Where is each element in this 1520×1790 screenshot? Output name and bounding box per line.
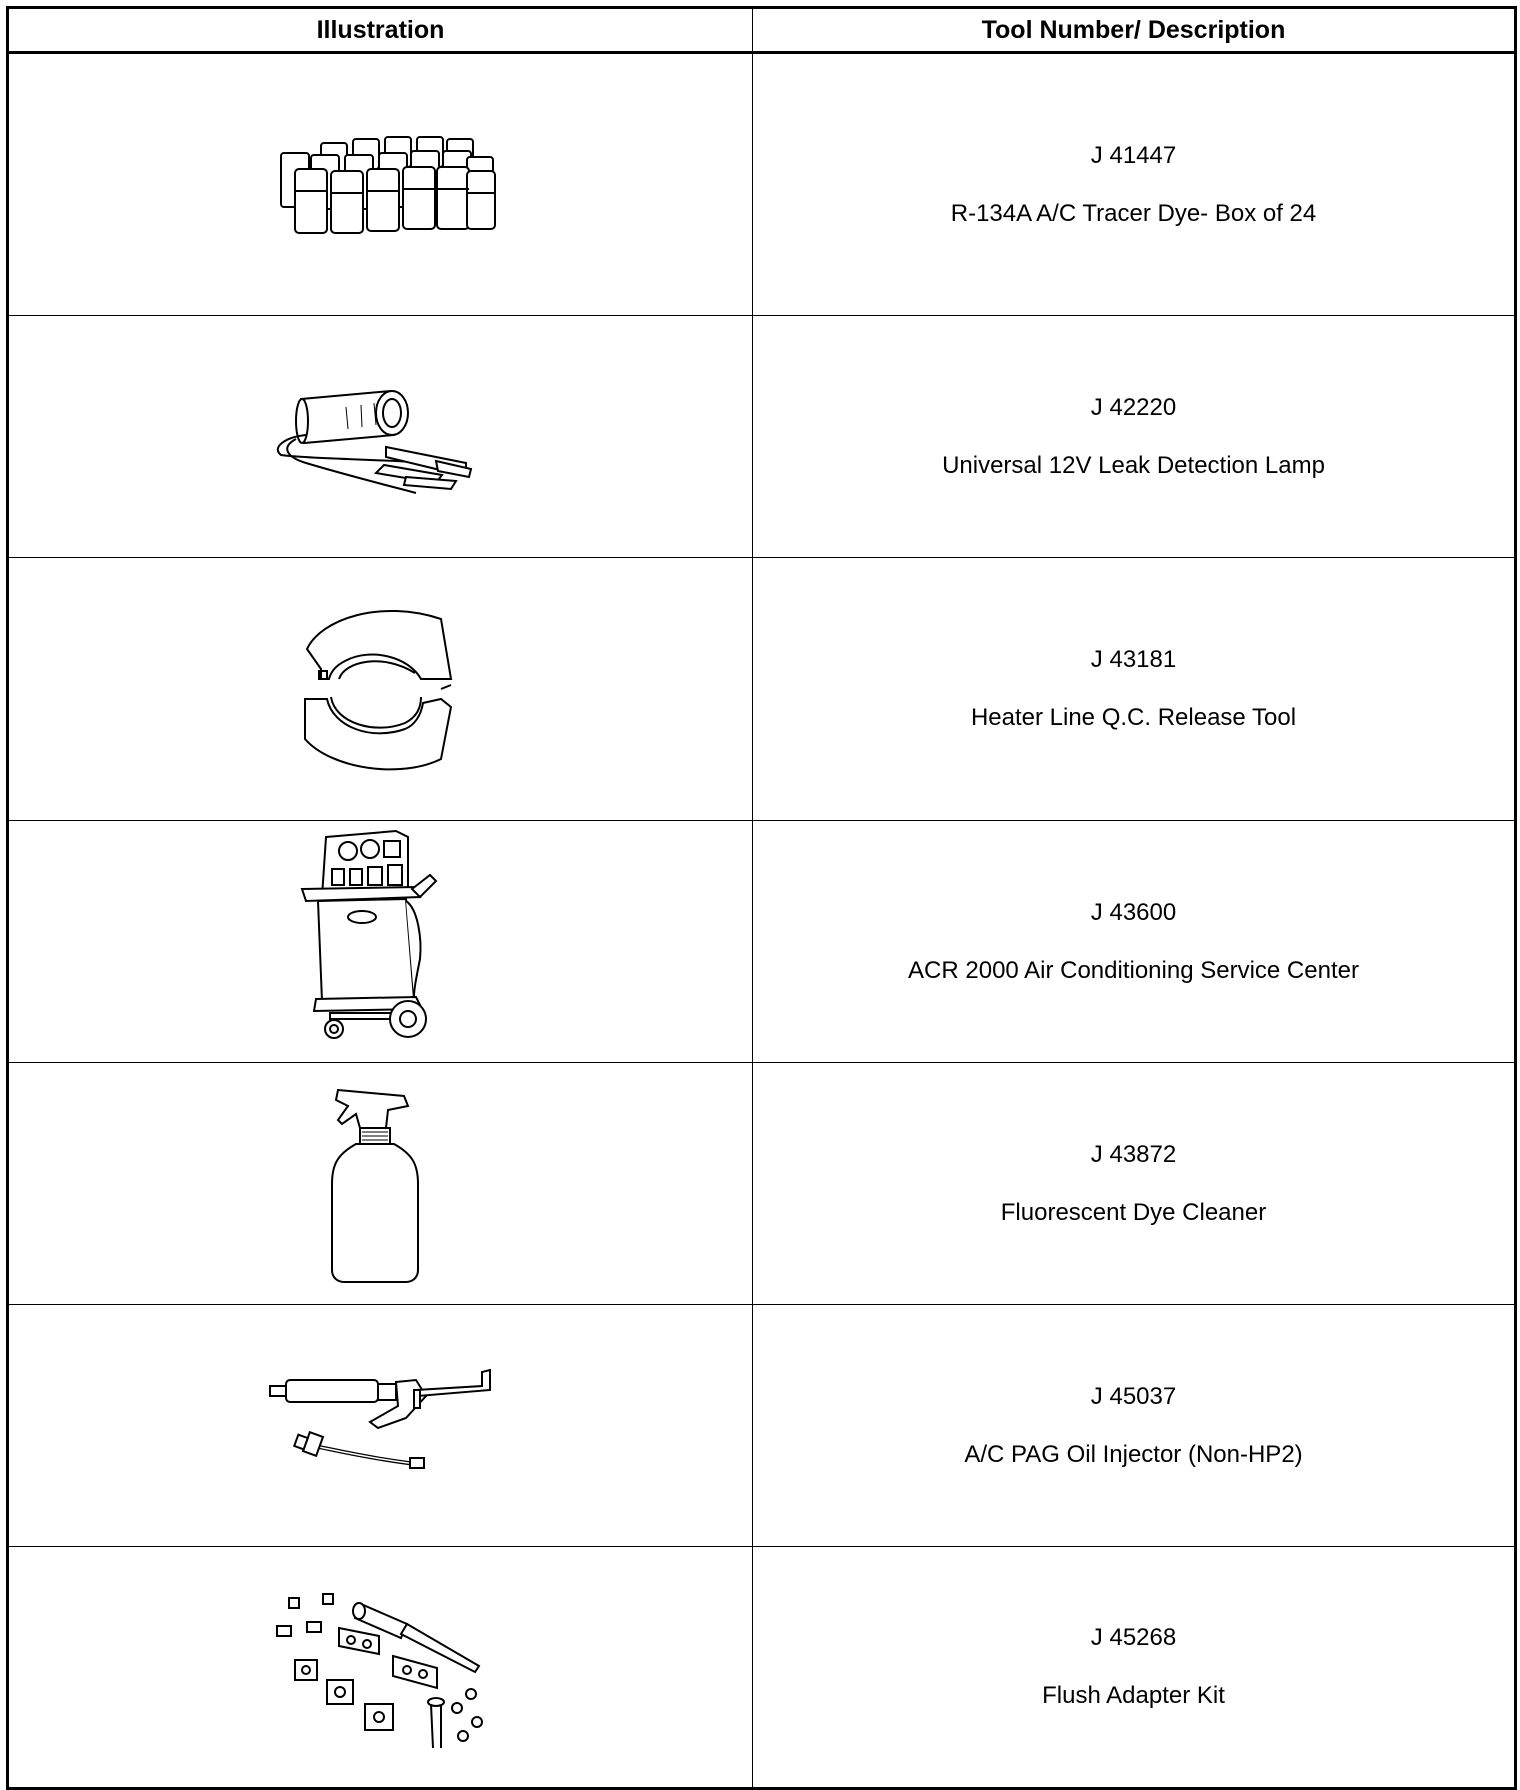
tool-number: J 43181 [1090, 646, 1177, 673]
service-center-icon [296, 829, 466, 1055]
leak-lamp-icon [266, 377, 496, 497]
tool-cell [753, 1305, 1516, 1547]
tool-number: J 42220 [1090, 393, 1177, 421]
header-tool-description: Tool Number/ Description [753, 8, 1516, 53]
table-row [8, 53, 1516, 316]
tool-number: J 45037 [1090, 1382, 1177, 1410]
tool-number: J 45268 [1090, 1624, 1177, 1651]
tool-cell [753, 558, 1516, 821]
tool-number: J 43600 [1090, 898, 1177, 926]
oil-injector-icon [266, 1366, 496, 1486]
header-illustration: Illustration [8, 8, 753, 53]
tool-description: Fluorescent Dye Cleaner [1000, 1198, 1267, 1226]
tool-description: A/C PAG Oil Injector (Non-HP2) [964, 1440, 1303, 1468]
illustration-cell [8, 1305, 753, 1547]
tool-number: J 41447 [1090, 141, 1177, 169]
tool-description: Heater Line Q.C. Release Tool [970, 704, 1297, 731]
tool-cell [753, 53, 1516, 316]
tool-description: Universal 12V Leak Detection Lamp [942, 451, 1325, 479]
table-row [8, 821, 1516, 1063]
table-row [8, 1063, 1516, 1305]
table-row [8, 1305, 1516, 1547]
illustration-cell [8, 821, 753, 1063]
tools-table [6, 6, 1517, 1790]
tool-cell [753, 821, 1516, 1063]
release-tool-icon [291, 599, 471, 779]
illustration-cell [8, 558, 753, 821]
illustration-cell [8, 53, 753, 316]
spray-bottle-icon [326, 1084, 436, 1284]
tool-cell [753, 1063, 1516, 1305]
tool-description: Flush Adapter Kit [1042, 1682, 1225, 1709]
flush-kit-icon [261, 1582, 501, 1752]
illustration-cell [8, 1547, 753, 1789]
tool-cell [753, 1547, 1516, 1789]
illustration-cell [8, 316, 753, 558]
tool-cell [753, 316, 1516, 558]
illustration-cell [8, 1063, 753, 1305]
dye-bottles-icon [261, 125, 501, 245]
header-row [8, 8, 1516, 53]
tool-description: ACR 2000 Air Conditioning Service Center [908, 956, 1359, 984]
table-row [8, 1547, 1516, 1789]
table-row [8, 558, 1516, 821]
tool-number: J 43872 [1090, 1140, 1177, 1168]
table-row [8, 316, 1516, 558]
tool-description: R-134A A/C Tracer Dye- Box of 24 [950, 199, 1317, 227]
